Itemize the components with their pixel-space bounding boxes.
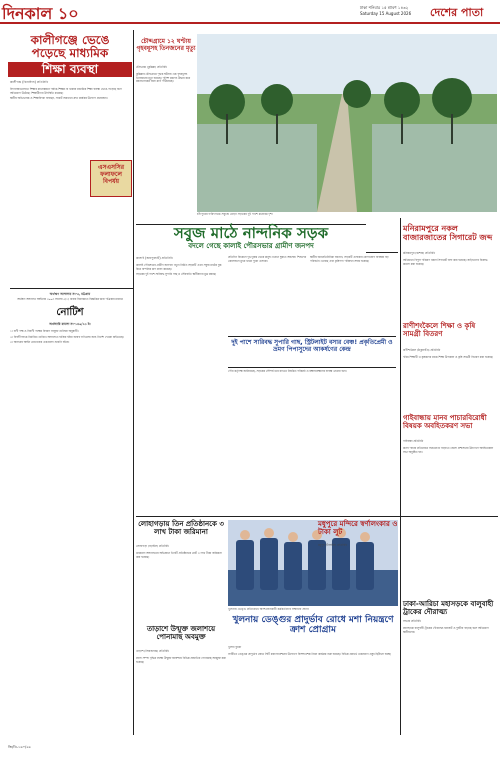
notice-case: অর্থঋণ আদালত আইনের ২০০৩ সালের ৫(১) ধারার বিধানমতে বিজ্ঞপ্তির দ্বারা পত্রিকার মাধ্যমে [17,297,123,301]
left-story-body: বিদ্যালয়গুলোতে শিক্ষার মানোন্নয়নে পর্যাপ্ত শিক্ষক না থাকায় মাধ্যমিক শিক্ষা ব্যবস্থা ভেঙে পড়েছে বলে অভিযোগ উঠেছে। শিক্ষার্থীদের উপস্থিতি কমেছে। স্থানীয় অভিভাবক ও শিক্ষাবিদরা বলছেন, সংকট সমাধানে দ্রুত কার্যকর উদ্যোগ প্রয়োজন। [10,87,122,100]
column-divider [400,218,401,735]
right-story-3-headline: গাইবান্ধায় মানব পাচারবিরোধী বিষয়ক অবহিতকরণ সভা [403,414,487,430]
center-story-2-byline: তাড়াশ (সিরাজগঞ্জ) প্রতিনিধি [136,649,169,653]
feature-body-col2: প্রতিদিন বিকেলে দূর-দূরান্ত থেকে মানুষ এখানে ঘুরতে আসেন। শিশুদের কোলাহলে মুখর থাকে পুরো এলাকা। [228,255,307,263]
newspaper-brand: দিনকাল ১০ [2,4,79,23]
feature-banner [136,224,366,253]
bottom-feature-body: নগরীতে ডেঙ্গুর প্রাদুর্ভাব রোধে সিটি করপোরেশনের উদ্যোগে বিশেষ মশক নিধন কার্যক্রম শুরু হয়েছে। বিভিন্ন ওয়ার্ডে একযোগে ওষুধ ছিটানো হচ্ছে। [228,652,392,656]
photo-caption: চাঁদপুরের ফরিদগঞ্জে সবুজে মোড়া সড়কের দুই পাশে মনোরম দৃশ্য [197,212,273,216]
notice-footer: জি/ডি-১৬০/২৬ [8,745,31,749]
right-story-4-headline: ঢাকা-আরিচা মহাসড়কে বালুবাহী ট্রাকের দৌরাত্ম্য [403,600,494,616]
center-story-byline: লোহাগড়া (নড়াইল) প্রতিনিধি [136,544,169,548]
bottom-feature-headline: খুলনায় ডেঙ্গুর প্রাদুর্ভাব রোধে মশা নিয়ন্ত্রণে ক্রাশ প্রোগ্রাম [232,615,394,635]
right-story-3-byline: গাইবান্ধা প্রতিনিধি [403,439,424,443]
side-story-body: কুমিল্লার চৌদ্দগ্রামে পৃথক ঘটনায় এক গৃহবধূসহ তিনজনের মৃত্যু হয়েছে। পুলিশ মরদেহ উদ্ধার করে ময়নাতদন্তের জন্য মর্গে পাঠিয়েছে। [136,72,191,83]
dengue-photo-caption: খুলনায় ডেঙ্গু প্রতিরোধে অংশগ্রহণকারী কর্মকর্তাদের সম্মাননা প্রদান [228,607,309,611]
right-story-1-headline: মনিরামপুরে নকল বাজারজাতের সিগারেট জব্দ [403,224,493,242]
right-story-1-byline: মনিরামপুর (যশোর) প্রতিনিধি [403,251,435,255]
feature-highlight: দুই পাশে সারিবদ্ধ সুপারি গাছ, স্ট্রিটলাইট বসার বেঞ্চ! প্রকৃতিপ্রেমী ও ভ্রমণ পিপাসুদের আকর্ষণের কেন্দ্র [231,339,393,353]
right-story-2-headline: রাণীশংকৈলে শিক্ষা ও কৃষি সামগ্রী বিতরণ [403,322,476,338]
notice-body: ১। বাদী পক্ষ ও বিবাদী পক্ষের বিবরণ সংযুক্ত তালিকা অনুযায়ী। ২। বিবাদীগণকে নির্ধারিত তারিখে আদালতে হাজির হইয়া জবাব দাখিলের জন্য নির্দেশ দেওয়া যাইতেছে। ৩। অন্যথায় আইন মোতাবেক একতরফা শুনানি হইবে। [10,329,124,344]
section-title: দেশের পাতা [430,6,484,19]
issue-date [360,5,411,17]
right-story-2-byline: রাণীশংকৈল (ঠাকুরগাঁও) প্রতিনিধি [403,348,441,352]
right-story-1-body: অভিযানে বিপুল পরিমাণ নকল সিগারেট জব্দ করা হয়েছে। জড়িতদের বিরুদ্ধে মামলা করা হয়েছে। [403,258,488,266]
feature-body-col4: পৌর কর্তৃপক্ষ জানিয়েছে, সড়কের সৌন্দর্য ধরে রাখতে নিয়মিত পরিচর্যা ও রক্ষণাবেক্ষণের ব্যবস্থা নেওয়া হবে। [228,369,347,373]
horizontal-divider [10,288,133,289]
feature-body-col1: কালাই পৌরসভার গ্রামীণ জনপদে নতুন নির্মিত সড়কটি এখন সবুজ মাঠের বুক চিরে নান্দনিক রূপ ধারণ করেছে। সড়কের দুই পাশে সারিবদ্ধ সুপারি গাছ ও সৌরবাতি স্থানীয়দের মুগ্ধ করছে। [136,263,222,276]
right-story-4-body: মহাসড়কে বালুবাহী ট্রাকের দৌরাত্ম্যে যানজট ও দুর্ঘটনা বাড়ছে বলে অভিযোগ স্থানীয়দের। [403,626,489,634]
bottom-feature-byline: খুলনা ব্যুরো [228,645,242,649]
issue-date-bangla: ঢাকা শনিবার ১৫ শ্রাবণ ১৪৩২ [360,5,409,10]
side-story-byline: চৌদ্দগ্রাম (কুমিল্লা) প্রতিনিধি [136,65,167,69]
notice-suit: অর্থজারি মামলা নং-১৪০/২৩ ইং [49,322,91,326]
left-story-byline: কালীগঞ্জ (ঝিনাইদহ) প্রতিনিধি [10,80,49,84]
center-story-2-headline: তাড়াশে উন্মুক্ত জলাশয়ে পোনামাছ অবমুক্ত [146,625,216,641]
center-story-2-body: মৎস্য সম্পদ বৃদ্ধির লক্ষ্যে উন্মুক্ত জলাশয়ে বিভিন্ন প্রজাতির পোনামাছ অবমুক্ত করা হয়েছে। [136,656,226,664]
results-badge: এসএসসির ফলাফলে বিপর্যয় [90,160,132,197]
issue-date-english: Saturday 15 August 2026 [360,11,412,16]
left-story-headline-1: কালীগঞ্জে ভেঙে [30,33,110,47]
feature-headline: সবুজ মাঠে নান্দনিক সড়ক [173,224,329,242]
feature-byline: কালাই (জয়পুরহাট) প্রতিনিধি [136,256,173,260]
notice-title: নোটিশ [56,307,84,318]
bottom-right-byline: মধুপুর (টাঙ্গাইল) প্রতিনিধি [318,543,347,547]
center-story-body: ভ্রাম্যমাণ আদালতের অভিযানে তিনটি প্রতিষ্ঠানকে মোট ৩ লাখ টাকা জরিমানা করা হয়েছে। [136,551,222,559]
road-photo [197,34,497,212]
center-story-headline: লোহাগড়ায় তিন প্রতিষ্ঠানকে ৩ লাখ টাকা জরিমানা [138,520,224,536]
left-story-headline-3: শিক্ষা ব্যবস্থা [8,62,132,77]
right-story-2-body: দরিদ্র শিক্ষার্থী ও কৃষকদের মাঝে শিক্ষা উপকরণ ও কৃষি সামগ্রী বিতরণ করা হয়েছে। [403,355,494,359]
side-story-headline: চৌদ্দগ্রামে ১২ ঘণ্টায় গৃহবধূসহ তিনজনের মৃত্যু [136,38,196,52]
notice-court: অর্থঋণ আদালত নং-৩, চট্টগ্রাম [49,292,91,296]
column-divider [133,30,134,735]
feature-highlight-box [228,336,396,368]
bottom-right-headline: মধুপুরে মন্দিরে স্বর্ণালংকার ও টাকা লুট [318,520,398,536]
feature-subheadline: বদলে গেছে কালাই পৌরসভার গ্রামীণ জনপদ [188,242,314,250]
left-story-headline [8,34,132,77]
right-story-3-body: মানব পাচার প্রতিরোধে সচেতনতা বাড়াতে জেলা প্রশাসনের উদ্যোগে অবহিতকরণ সভা অনুষ্ঠিত হয়। [403,446,494,454]
feature-body-col3: স্থানীয় জনপ্রতিনিধিরা জানান, সড়কটি এলাকার যোগাযোগ ব্যবস্থায় বড় পরিবর্তন এনেছে এবং কৃষিপণ্য পরিবহন সহজ হয়েছে। [310,255,389,263]
right-story-4-byline: সাভার প্রতিনিধি [403,619,421,623]
left-story-headline-2: পড়েছে মাধ্যমিক [31,46,109,60]
